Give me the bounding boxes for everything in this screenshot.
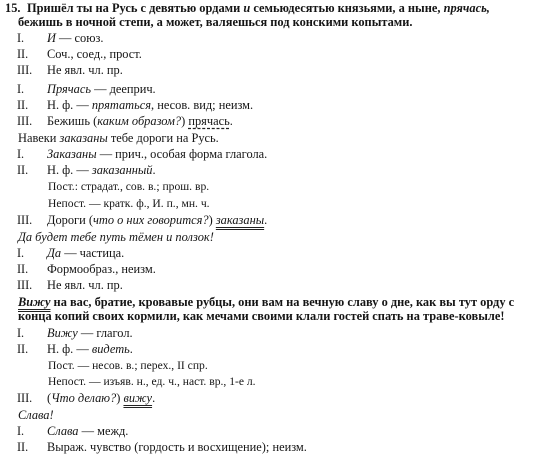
analysis-constant-features: Пост.: страдат., сов. в.; прош. вр. bbox=[48, 180, 210, 193]
question: Что делаю? bbox=[51, 391, 117, 405]
underlined-member: заказаны bbox=[215, 213, 265, 227]
sentence: Слава! bbox=[18, 408, 54, 422]
analysis-text: — межд. bbox=[78, 424, 129, 438]
analysis-text: . bbox=[152, 391, 156, 405]
exercise-text-b: семьюдесятью князьями, а ныне, bbox=[253, 1, 441, 15]
roman-numeral: II. bbox=[17, 98, 29, 112]
sentence bbox=[18, 131, 219, 145]
roman-numeral: II. bbox=[17, 47, 29, 61]
sentence-key-word: Вижу bbox=[18, 295, 51, 309]
analysis-text: Соч., соед., прост. bbox=[47, 47, 142, 61]
analysis-word: Вижу bbox=[47, 326, 78, 340]
analysis-text: — прич., особая форма глагола. bbox=[96, 147, 268, 161]
analysis-text: — союз. bbox=[55, 31, 104, 45]
analysis-text: . bbox=[129, 342, 133, 356]
roman-numeral: III. bbox=[17, 391, 33, 405]
analysis-word: видеть bbox=[91, 342, 130, 356]
underlined-member: прячась bbox=[188, 114, 230, 128]
analysis-text: . bbox=[229, 114, 233, 128]
sentence-key-word: заказаны bbox=[59, 131, 108, 145]
roman-numeral: III. bbox=[17, 114, 33, 128]
analysis-text: , несов. вид; неизм. bbox=[151, 98, 254, 112]
roman-numeral: I. bbox=[17, 147, 25, 161]
roman-numeral: III. bbox=[17, 213, 33, 227]
analysis-text: Н. ф. — bbox=[47, 98, 92, 112]
roman-numeral: I. bbox=[17, 82, 25, 96]
exercise-text-a: Пришёл ты на Русь с девятью ордами bbox=[27, 1, 241, 15]
analysis-text: Выраж. чувство (гордость и восхищение); неизм. bbox=[47, 440, 307, 454]
analysis-word: Да bbox=[47, 246, 62, 260]
roman-numeral: III. bbox=[17, 278, 33, 292]
sentence-text: на вас, братие, кровавые рубцы, они вам на вечную славу о дне, как вы тут орду с bbox=[50, 295, 515, 309]
analysis-text: — дееприч. bbox=[90, 82, 156, 96]
analysis-variable-features: Непост. — кратк. ф., И. п., мн. ч. bbox=[48, 197, 210, 210]
analysis-text: Н. ф. — bbox=[47, 163, 92, 177]
question: каким образом? bbox=[97, 114, 182, 128]
exercise-verb: прячась, bbox=[443, 1, 490, 15]
question: что о них говорится? bbox=[92, 213, 209, 227]
analysis-word: И bbox=[47, 31, 56, 45]
sentence: Да будет тебе путь тёмен и ползок! bbox=[18, 230, 214, 244]
analysis-text: Не явл. чл. пр. bbox=[47, 63, 123, 77]
analysis-text: ) bbox=[116, 391, 124, 405]
analysis-text: Формообраз., неизм. bbox=[47, 262, 156, 276]
analysis-text: — частица. bbox=[61, 246, 125, 260]
analysis-word: заказанный bbox=[91, 163, 153, 177]
analysis-text: . bbox=[152, 163, 156, 177]
roman-numeral: II. bbox=[17, 342, 29, 356]
roman-numeral: I. bbox=[17, 424, 25, 438]
analysis-text: Н. ф. — bbox=[47, 342, 92, 356]
analysis-word: Заказаны bbox=[47, 147, 97, 161]
roman-numeral: I. bbox=[17, 31, 25, 45]
analysis-text: — глагол. bbox=[77, 326, 133, 340]
analysis-text: ( bbox=[47, 391, 52, 405]
analysis-text: Дороги ( bbox=[47, 213, 93, 227]
roman-numeral: III. bbox=[17, 63, 33, 77]
analysis-text: Не явл. чл. пр. bbox=[47, 278, 123, 292]
exercise-number: 15. bbox=[5, 1, 21, 15]
analysis-variable-features: Непост. — изъяв. н., ед. ч., наст. вр., 1-е л. bbox=[48, 375, 256, 388]
exercise-conj: и bbox=[243, 1, 251, 15]
sentence-text: тебе дороги на Русь. bbox=[107, 131, 219, 145]
underlined-member: вижу bbox=[123, 391, 153, 405]
analysis-constant-features: Пост. — несов. в.; перех., II спр. bbox=[48, 359, 208, 372]
exercise-line-1 bbox=[0, 1, 490, 15]
analysis-text: ) bbox=[208, 213, 216, 227]
roman-numeral: I. bbox=[17, 326, 25, 340]
sentence-text: Навеки bbox=[18, 131, 60, 145]
sentence bbox=[18, 295, 514, 309]
exercise-line-2: бежишь в ночной степи, а может, валяешься под конскими копытами. bbox=[18, 15, 413, 29]
roman-numeral: I. bbox=[17, 246, 25, 260]
analysis-word: Прячась bbox=[47, 82, 91, 96]
analysis-text: Бежишь ( bbox=[47, 114, 98, 128]
roman-numeral: II. bbox=[17, 262, 29, 276]
sentence: конца копий своих кормили, как мечами своими клали гостей спать на траве-ковыле! bbox=[18, 309, 505, 323]
analysis-text: ) bbox=[181, 114, 189, 128]
roman-numeral: II. bbox=[17, 440, 29, 454]
analysis-text: . bbox=[264, 213, 268, 227]
roman-numeral: II. bbox=[17, 163, 29, 177]
analysis-word: прятаться bbox=[91, 98, 151, 112]
analysis-word: Слава bbox=[47, 424, 79, 438]
